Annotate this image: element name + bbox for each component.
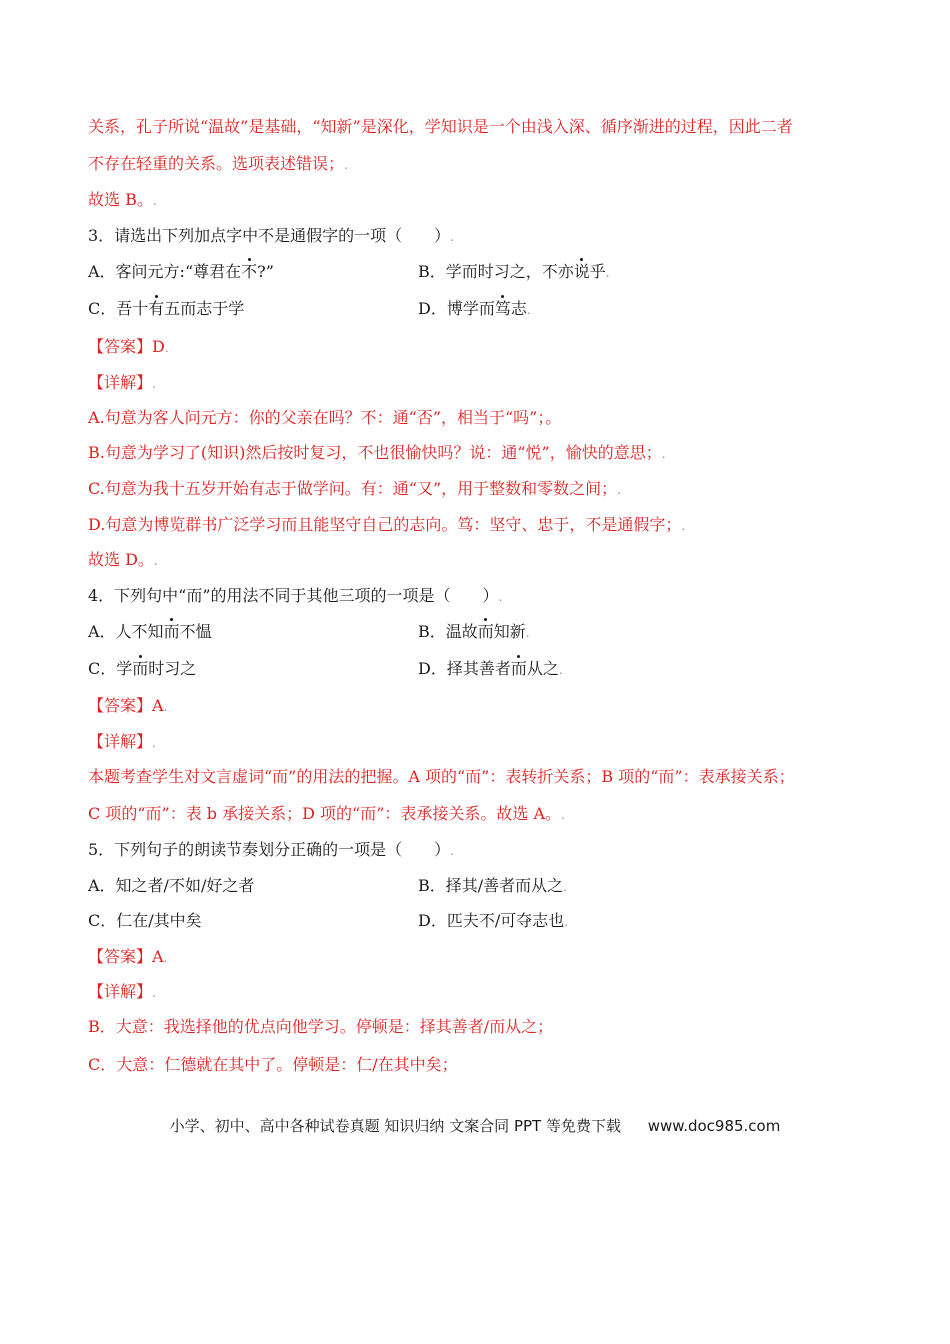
q4-option-d: D．择其善者而从之. — [418, 659, 563, 678]
q3-explanation-a: A.句意为客人问元方：你的父亲在吗？不：通“否”，相当于“吗”；。 — [88, 408, 562, 427]
q4-answer: 【答案】A. — [88, 696, 168, 715]
page-footer — [0, 1115, 950, 1136]
q5-explanation-b: B．大意：我选择他的优点向他学习。停顿是：择其善者/而从之； — [88, 1017, 554, 1036]
footer-text: 小学、初中、高中各种试卷真题 知识归纳 文案合同 PPT 等免费下载 — [169, 1117, 621, 1135]
q3-option-b: B．学而时习之，不亦说乎. — [418, 262, 610, 281]
q3-option-d-dotted-char: 笃 — [494, 299, 511, 318]
q4-option-a: A．人不知而不愠 — [88, 622, 212, 641]
q4-stem: 4．下列句中“而”的用法不同于其他三项的一项是（ ）. — [88, 586, 503, 605]
q4-option-b-dotted-char: 而 — [477, 622, 494, 641]
q3-detail-label: 【详解】. — [88, 373, 156, 392]
q5-detail-label: 【详解】. — [88, 982, 156, 1001]
q3-option-a-dotted-char: 不 — [241, 262, 258, 281]
q5-option-a: A．知之者/不如/好之者 — [88, 876, 255, 895]
q3-option-a: A．客问元方:“尊君在不?” — [88, 262, 274, 281]
q5-explanation-c: C．大意：仁德就在其中了。停顿是：仁/在其中矣； — [88, 1055, 458, 1074]
q4-option-a-dotted-char: 而 — [163, 622, 180, 641]
q4-explanation-2: C 项的“而”：表 b 承接关系；D 项的“而”：表承接关系。故选 A。. — [88, 804, 565, 823]
prev-explanation-line-2: 不存在轻重的关系。选项表述错误；. — [88, 154, 348, 173]
q4-option-d-dotted-char: 而 — [510, 659, 527, 678]
q3-option-c: C．吾十有五而志于学 — [88, 299, 245, 318]
q3-conclusion: 故选 D。. — [88, 550, 158, 569]
q3-explanation-d: D.句意为博览群书广泛学习而且能坚守自己的志向。笃：坚守、忠于，不是通假字；. — [88, 515, 686, 534]
q4-option-b: B．温故而知新. — [418, 622, 530, 641]
q4-detail-label: 【详解】. — [88, 732, 156, 751]
q3-option-b-dotted-char: 说 — [573, 262, 590, 281]
q3-option-c-dotted-char: 有 — [148, 299, 165, 318]
q3-stem: 3．请选出下列加点字中不是通假字的一项（ ）. — [88, 226, 455, 245]
q3-explanation-b: B.句意为学习了(知识)然后按时复习，不也很愉快吗？说：通“悦”，愉快的意思；. — [88, 443, 666, 462]
q3-answer: 【答案】D. — [88, 337, 169, 356]
q5-option-d: D．匹夫不/可夺志也. — [418, 911, 569, 930]
prev-conclusion: 故选 B。. — [88, 190, 157, 209]
q5-option-c: C．仁在/其中矣 — [88, 911, 202, 930]
q3-explanation-c: C.句意为我十五岁开始有志于做学问。有：通“又”，用于整数和零数之间；. — [88, 479, 621, 498]
q3-option-d: D．博学而笃志. — [418, 299, 531, 318]
q4-option-c-dotted-char: 而 — [132, 659, 149, 678]
q4-option-c: C．学而时习之 — [88, 659, 197, 678]
q5-option-b: B．择其/善者而从之. — [418, 876, 567, 895]
prev-explanation-line-1: 关系，孔子所说“温故”是基础，“知新”是深化，学知识是一个由浅入深、循序渐进的过程，因此二者 — [88, 117, 793, 136]
q4-explanation-1: 本题考查学生对文言虚词“而”的用法的把握。A 项的“而”：表转折关系；B 项的“而”：表承接关系； — [88, 767, 795, 786]
q5-answer: 【答案】A. — [88, 947, 168, 966]
q5-stem: 5．下列句子的朗读节奏划分正确的一项是（ ）. — [88, 840, 455, 859]
footer-url-link[interactable]: www.doc985.com — [647, 1117, 781, 1135]
